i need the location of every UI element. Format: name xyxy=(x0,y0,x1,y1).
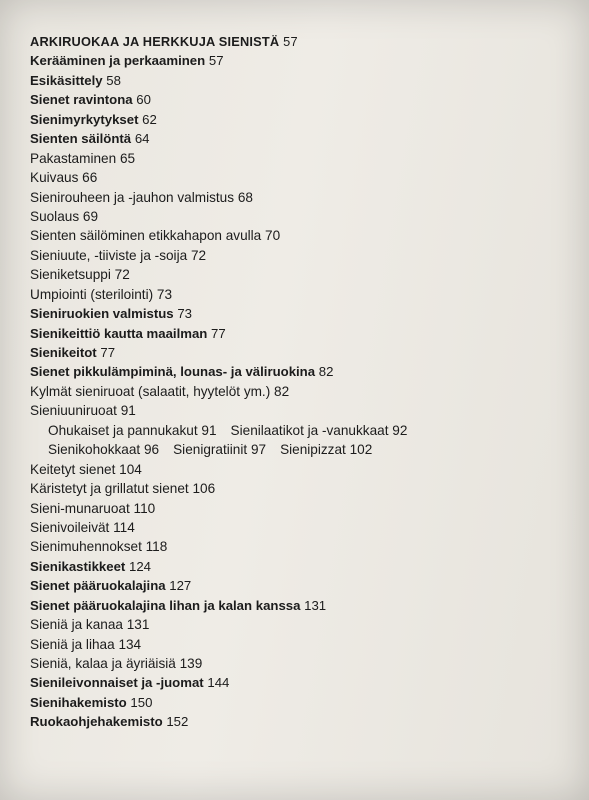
entry-title: Sienigratiinit xyxy=(173,442,248,458)
entry-title: Sienet pääruokalajina xyxy=(30,578,166,594)
entry-title: Käristetyt ja grillatut sienet xyxy=(30,481,189,497)
toc-entry xyxy=(30,537,569,556)
toc-entry xyxy=(30,518,569,537)
toc-entry xyxy=(30,32,569,51)
page-number: 57 xyxy=(283,34,298,49)
toc-entry xyxy=(30,129,569,148)
entry-title: Sienilaatikot ja -vanukkaat xyxy=(230,422,389,438)
entry-title: Sieniketsuppi xyxy=(30,267,111,283)
entry-title: Sienikeittiö kautta maailman xyxy=(30,325,208,341)
toc-entry xyxy=(30,382,569,401)
toc-entry xyxy=(30,110,569,129)
page-number: 144 xyxy=(207,675,230,691)
toc-subentry xyxy=(48,440,159,459)
entry-title: Sienipizzat xyxy=(280,442,346,458)
page-number: 134 xyxy=(118,636,142,652)
toc-entry xyxy=(30,557,569,576)
entry-title: Sieni-munaruoat xyxy=(30,500,130,516)
toc-entry xyxy=(30,51,569,70)
toc-entry xyxy=(30,576,569,595)
page-number: 70 xyxy=(265,228,281,244)
entry-title: Sienileivonnaiset ja -juomat xyxy=(30,675,204,691)
entry-title: Sieniä ja kanaa xyxy=(30,617,123,633)
page-number: 82 xyxy=(274,383,290,399)
toc-entry xyxy=(30,168,569,187)
entry-title: Umpiointi (sterilointi) xyxy=(30,286,154,302)
page-number: 124 xyxy=(128,558,151,574)
page-number: 102 xyxy=(349,442,373,458)
entry-title: Sienten säilöminen etikkahapon avulla xyxy=(30,228,262,244)
entry-title: Sienten säilöntä xyxy=(30,131,132,147)
toc-entry xyxy=(30,226,569,245)
page-number: 65 xyxy=(119,150,136,166)
toc-subentry xyxy=(280,440,372,459)
page-number: 60 xyxy=(136,92,151,108)
toc-subentry xyxy=(48,421,217,440)
entry-title: Sienet pikkulämpiminä, lounas- ja väliruokina xyxy=(30,364,316,380)
entry-title: Sienivoileivät xyxy=(30,519,110,535)
page-number: 72 xyxy=(190,247,207,263)
page-number: 62 xyxy=(142,111,157,127)
page-number: 82 xyxy=(318,364,334,380)
entry-title: Sienikohokkaat xyxy=(48,442,141,458)
entry-title: Sienet pääruokalajina lihan ja kalan kanssa xyxy=(30,597,301,613)
toc-entry xyxy=(30,499,569,518)
toc-subentry xyxy=(231,421,408,440)
page-number: 68 xyxy=(237,189,253,205)
toc-subentry-row xyxy=(30,440,569,459)
page-number: 73 xyxy=(156,286,173,302)
entry-title: Kylmät sieniruoat (salaatit, hyytelöt ym.) xyxy=(30,383,271,399)
page-number: 66 xyxy=(82,170,98,186)
entry-title: Esikäsittely xyxy=(30,72,103,88)
entry-title: Keitetyt sienet xyxy=(30,461,116,477)
toc-entry xyxy=(30,479,569,498)
page-number: 91 xyxy=(120,403,136,419)
page-number: 77 xyxy=(211,325,226,341)
entry-title: Sienirouheen ja -jauhon valmistus xyxy=(30,189,235,205)
entry-title: Sieniuuniruoat xyxy=(30,403,117,419)
entry-title: Kuivaus xyxy=(30,170,79,186)
page-number: 110 xyxy=(133,500,156,516)
toc-entry xyxy=(30,71,569,90)
page-number: 127 xyxy=(169,578,192,594)
toc-entry xyxy=(30,188,569,207)
page-number: 131 xyxy=(304,597,327,613)
page-number: 152 xyxy=(166,714,189,730)
page-number: 104 xyxy=(119,461,142,477)
page-number: 72 xyxy=(114,267,130,283)
page-number: 92 xyxy=(392,422,408,438)
toc-entry xyxy=(30,343,569,362)
entry-title: Sieniuute, -tiiviste ja -soija xyxy=(30,247,188,263)
toc-entry xyxy=(30,654,569,673)
entry-title: Sieniruokien valmistus xyxy=(30,306,174,322)
page-number: 96 xyxy=(143,442,160,458)
toc-entry xyxy=(30,265,569,284)
page-number: 57 xyxy=(208,53,224,69)
entry-title: Kerääminen ja perkaaminen xyxy=(30,53,206,69)
entry-title: Ruokaohjehakemisto xyxy=(30,714,163,730)
page-number: 139 xyxy=(179,656,203,671)
entry-title: Sienikeitot xyxy=(30,345,97,360)
toc-entry xyxy=(30,362,569,381)
toc-entry xyxy=(30,401,569,420)
entry-title: Sienikastikkeet xyxy=(30,558,126,574)
toc-entry xyxy=(30,324,569,343)
entry-title: Sienimuhennokset xyxy=(30,539,142,555)
toc-entry xyxy=(30,712,569,731)
table-of-contents xyxy=(30,32,569,732)
toc-entry xyxy=(30,207,569,226)
toc-entry xyxy=(30,246,569,265)
page-number: 73 xyxy=(177,306,192,322)
entry-title: Sieniä ja lihaa xyxy=(30,636,115,652)
toc-entry xyxy=(30,635,569,654)
page-number: 131 xyxy=(126,617,150,633)
page-number: 106 xyxy=(192,481,216,497)
toc-entry xyxy=(30,460,569,479)
toc-entry xyxy=(30,693,569,712)
entry-title: Sienimyrkytykset xyxy=(30,111,139,127)
toc-entry xyxy=(30,673,569,692)
page-number: 97 xyxy=(250,442,267,458)
page-number: 114 xyxy=(113,519,135,535)
page-number: 77 xyxy=(100,345,116,360)
toc-entry xyxy=(30,615,569,634)
entry-title: Pakastaminen xyxy=(30,150,117,166)
entry-title: Suolaus xyxy=(30,208,80,224)
toc-entry xyxy=(30,90,569,109)
toc-entry xyxy=(30,149,569,168)
toc-entry xyxy=(30,596,569,615)
entry-title: Sienet ravintona xyxy=(30,92,133,108)
toc-entry xyxy=(30,304,569,323)
entry-title: Sieniä, kalaa ja äyriäisiä xyxy=(30,656,176,671)
page-number: 118 xyxy=(145,539,168,555)
toc-entry xyxy=(30,285,569,304)
page-number: 58 xyxy=(106,72,121,88)
page-number: 150 xyxy=(130,694,153,710)
page-number: 64 xyxy=(134,131,150,147)
page-number: 91 xyxy=(201,422,217,438)
toc-subentry xyxy=(173,440,266,459)
entry-title: Ohukaiset ja pannukakut xyxy=(48,422,198,438)
toc-subentry-row xyxy=(30,421,569,440)
entry-title: ARKIRUOKAA JA HERKKUJA SIENISTÄ xyxy=(30,34,280,49)
entry-title: Sienihakemisto xyxy=(30,694,127,710)
page-number: 69 xyxy=(82,208,99,224)
